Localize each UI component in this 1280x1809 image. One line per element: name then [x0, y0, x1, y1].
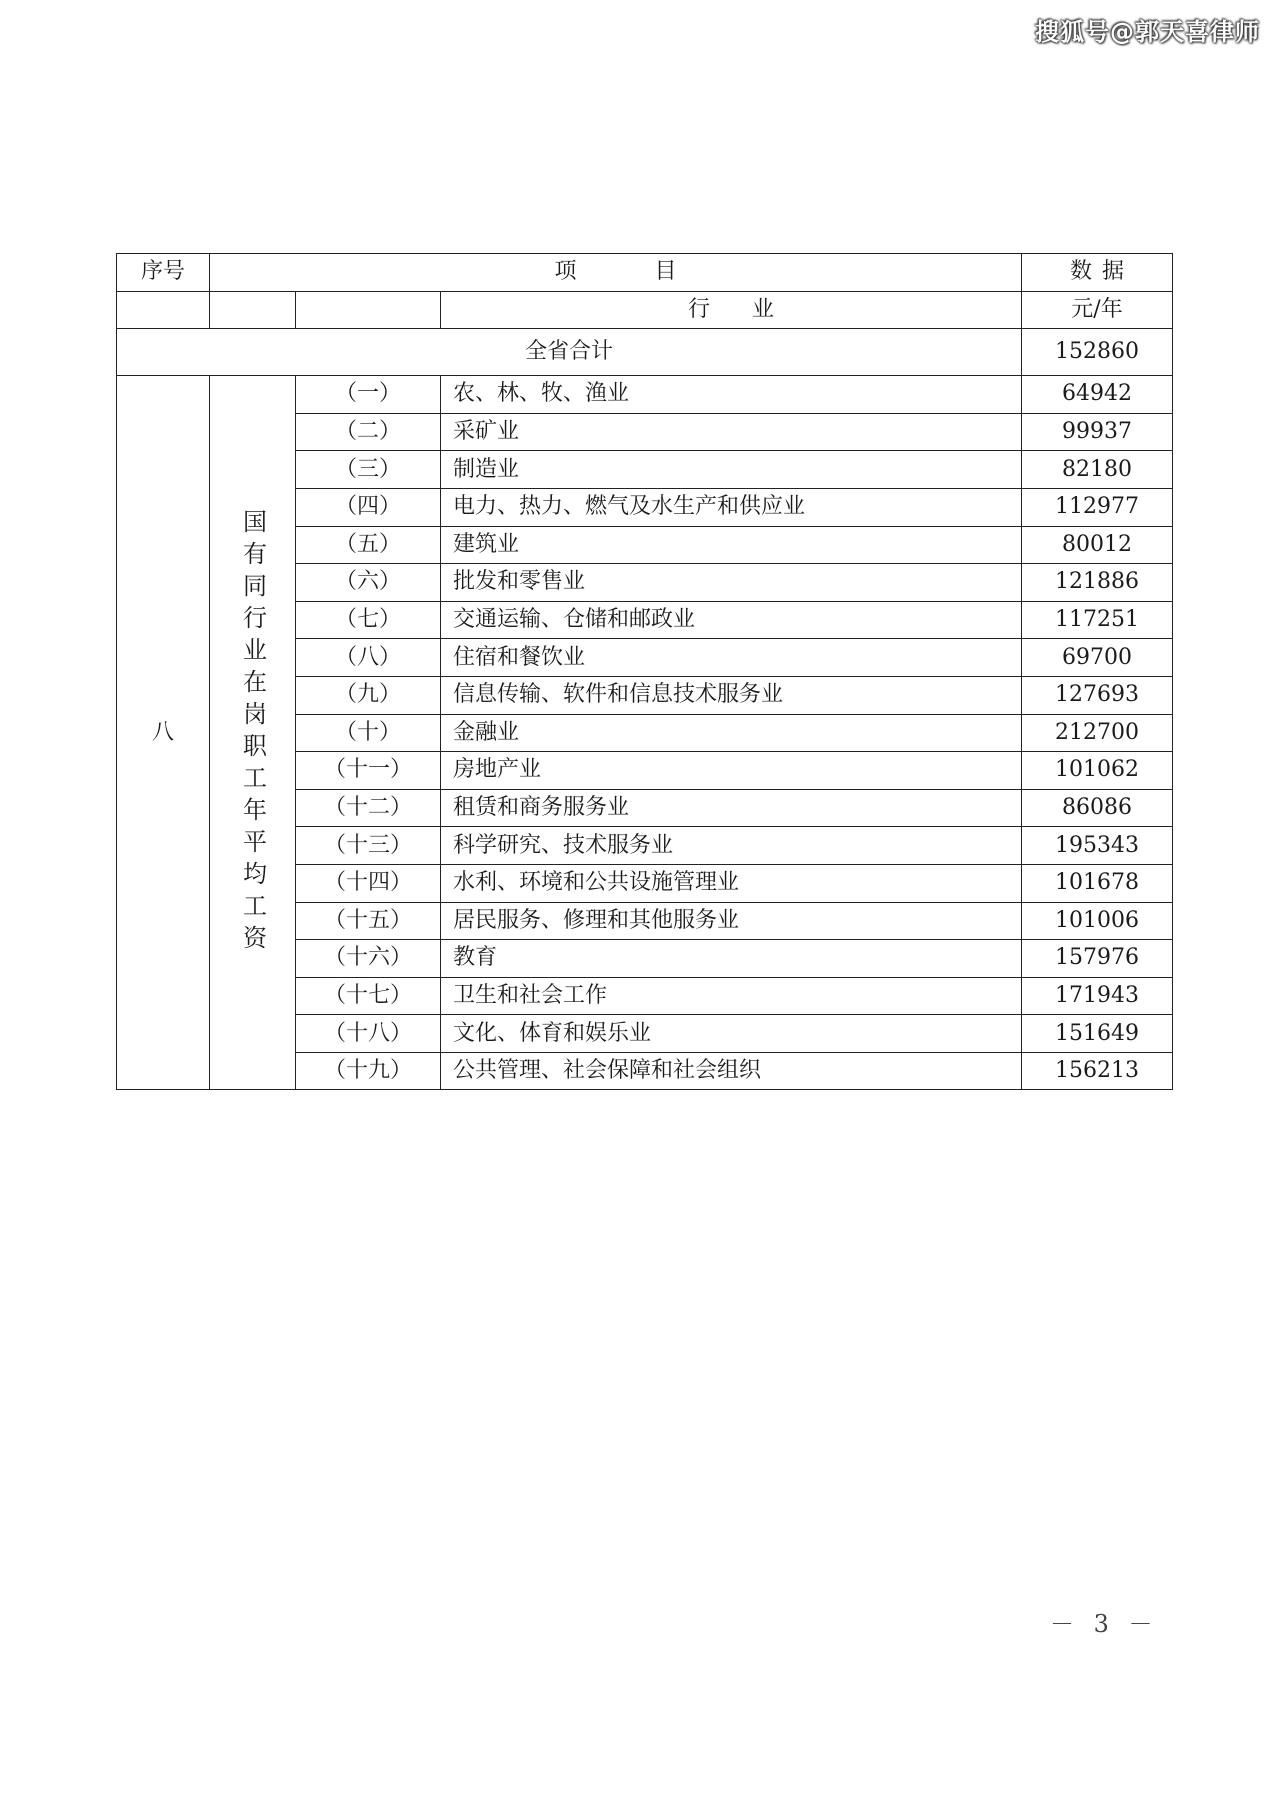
industry-name: 金融业 [441, 714, 1022, 752]
wage-value: 101062 [1022, 752, 1173, 790]
wage-value: 112977 [1022, 488, 1173, 526]
industry-name: 制造业 [441, 451, 1022, 489]
industry-name: 采矿业 [441, 413, 1022, 451]
subheader-row [117, 291, 1173, 329]
header-seq: 序号 [117, 254, 210, 292]
header-data: 数据 [1022, 254, 1173, 292]
industry-name: 电力、热力、燃气及水生产和供应业 [441, 488, 1022, 526]
industry-name: 房地产业 [441, 752, 1022, 790]
industry-name: 水利、环境和公共设施管理业 [441, 864, 1022, 902]
table-row [117, 376, 1173, 414]
row-number: （十七） [296, 977, 441, 1015]
header-industry: 行业 [441, 291, 1022, 329]
wage-value: 151649 [1022, 1015, 1173, 1053]
industry-name: 建筑业 [441, 526, 1022, 564]
wage-value: 121886 [1022, 564, 1173, 602]
industry-name: 文化、体育和娱乐业 [441, 1015, 1022, 1053]
subheader-empty-cell [117, 291, 210, 329]
section-title: 国有同行业在岗职工年平均工资 [238, 508, 267, 957]
wage-value: 156213 [1022, 1052, 1173, 1090]
wage-value: 101678 [1022, 864, 1173, 902]
wage-value: 212700 [1022, 714, 1173, 752]
total-value: 152860 [1022, 329, 1173, 376]
row-number: （十二） [296, 789, 441, 827]
wage-value: 195343 [1022, 827, 1173, 865]
wage-value: 69700 [1022, 639, 1173, 677]
row-number: （六） [296, 564, 441, 602]
row-number: （七） [296, 601, 441, 639]
section-seq: 八 [117, 376, 210, 1090]
industry-name: 交通运输、仓储和邮政业 [441, 601, 1022, 639]
row-number: （三） [296, 451, 441, 489]
header-row [117, 254, 1173, 292]
row-number: （十六） [296, 940, 441, 978]
wage-value: 127693 [1022, 676, 1173, 714]
wage-value: 86086 [1022, 789, 1173, 827]
row-number: （十八） [296, 1015, 441, 1053]
wage-table [116, 253, 1173, 1090]
section-title-cell [210, 376, 296, 1090]
row-number: （十一） [296, 752, 441, 790]
wage-value: 99937 [1022, 413, 1173, 451]
header-unit: 元/年 [1022, 291, 1173, 329]
row-number: （四） [296, 488, 441, 526]
industry-name: 租赁和商务服务业 [441, 789, 1022, 827]
page-number: － 3 － [1050, 1610, 1159, 1638]
wage-value: 80012 [1022, 526, 1173, 564]
industry-name: 居民服务、修理和其他服务业 [441, 902, 1022, 940]
industry-name: 卫生和社会工作 [441, 977, 1022, 1015]
row-number: （十五） [296, 902, 441, 940]
watermark-text: 搜狐号@郭天喜律师 [1035, 18, 1260, 46]
total-row [117, 329, 1173, 376]
industry-name: 住宿和餐饮业 [441, 639, 1022, 677]
industry-name: 公共管理、社会保障和社会组织 [441, 1052, 1022, 1090]
row-number: （十四） [296, 864, 441, 902]
industry-name: 农、林、牧、渔业 [441, 376, 1022, 414]
industry-name: 教育 [441, 940, 1022, 978]
row-number: （二） [296, 413, 441, 451]
row-number: （一） [296, 376, 441, 414]
industry-name: 信息传输、软件和信息技术服务业 [441, 676, 1022, 714]
row-number: （八） [296, 639, 441, 677]
row-number: （十九） [296, 1052, 441, 1090]
industry-name: 科学研究、技术服务业 [441, 827, 1022, 865]
wage-value: 101006 [1022, 902, 1173, 940]
total-label: 全省合计 [117, 329, 1022, 376]
wage-value: 171943 [1022, 977, 1173, 1015]
header-item: 项 目 [210, 254, 1022, 292]
row-number: （五） [296, 526, 441, 564]
subheader-empty-cell [210, 291, 296, 329]
industry-name: 批发和零售业 [441, 564, 1022, 602]
wage-value: 117251 [1022, 601, 1173, 639]
wage-value: 82180 [1022, 451, 1173, 489]
wage-value: 157976 [1022, 940, 1173, 978]
subheader-empty-cell [296, 291, 441, 329]
row-number: （九） [296, 676, 441, 714]
wage-value: 64942 [1022, 376, 1173, 414]
row-number: （十三） [296, 827, 441, 865]
row-number: （十） [296, 714, 441, 752]
